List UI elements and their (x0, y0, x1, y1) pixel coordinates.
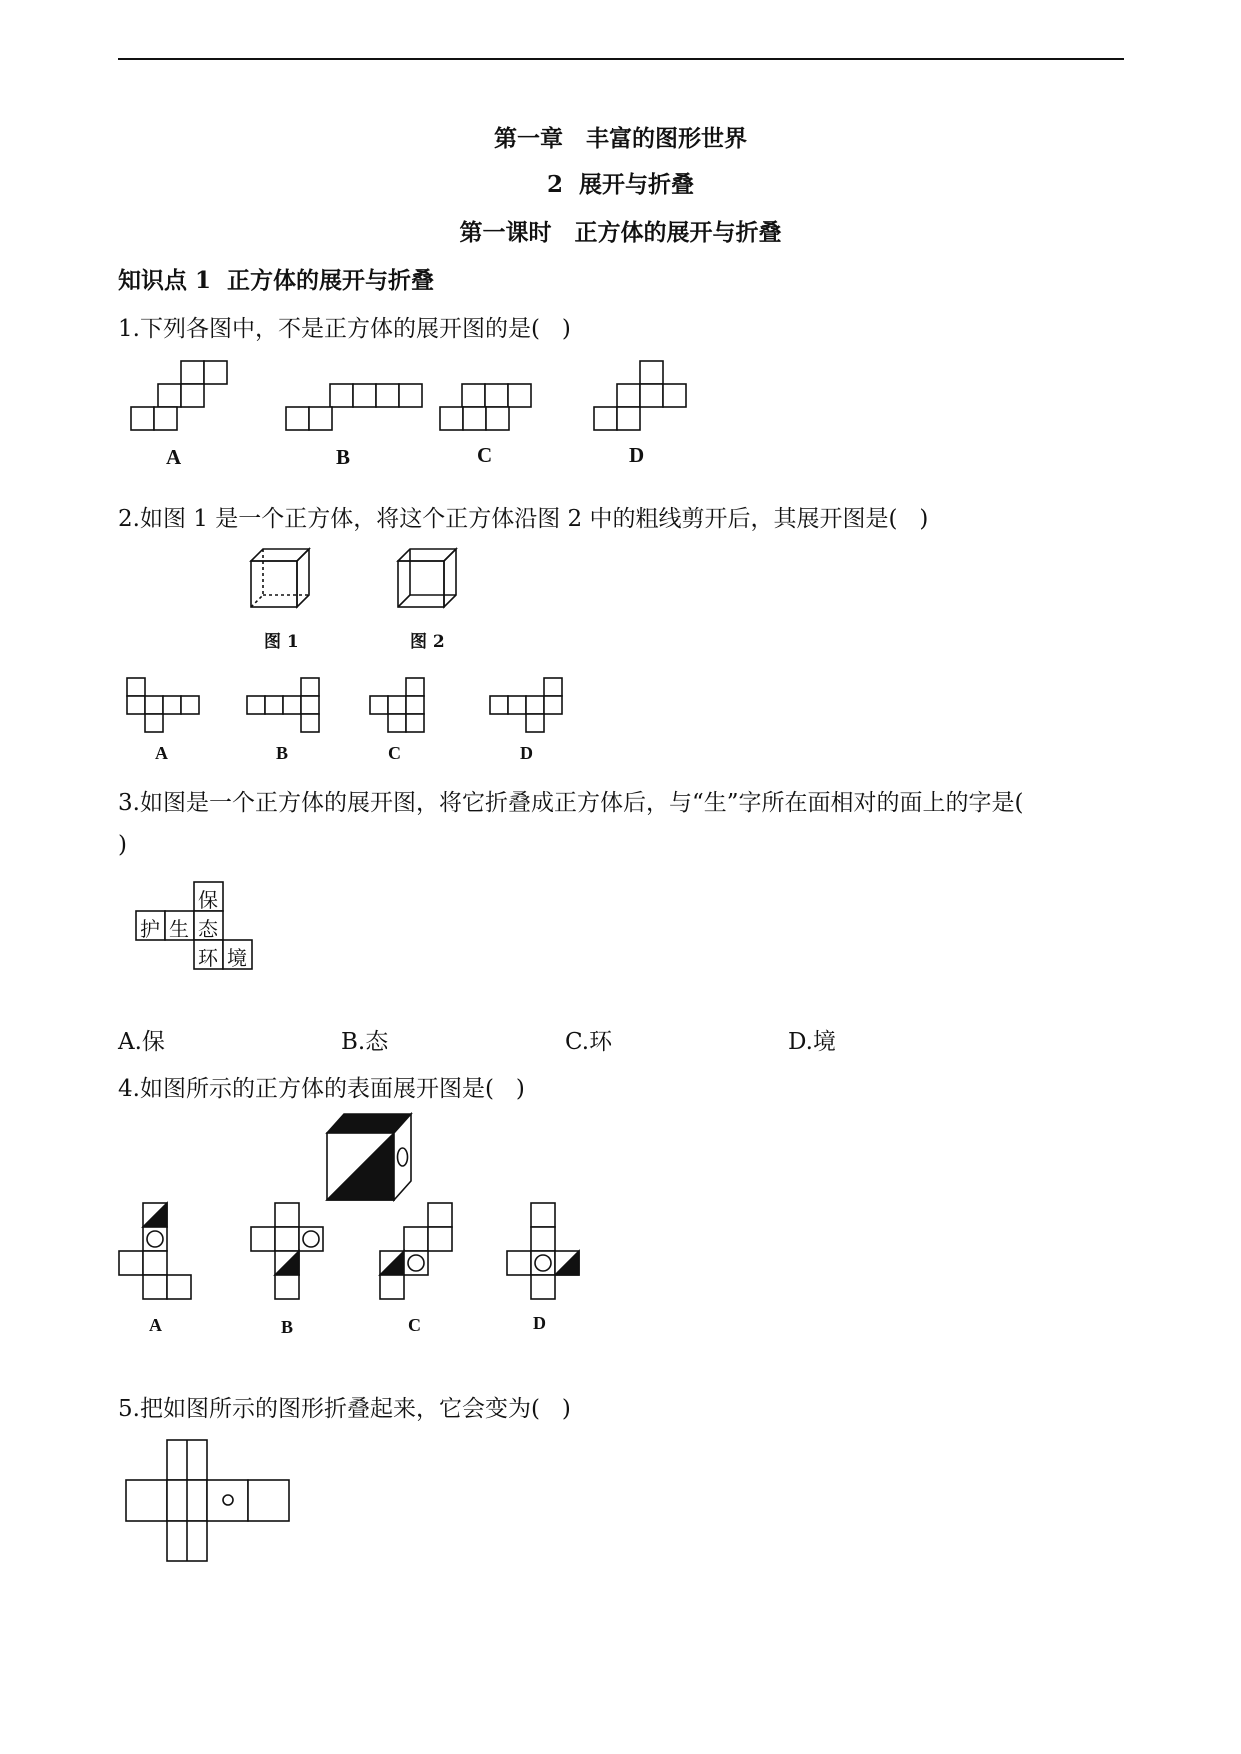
q2-fig2-caption: 图 2 (410, 632, 445, 652)
q3-option-a: A.保 (118, 1029, 165, 1055)
q2-label-d: D (520, 743, 533, 763)
chapter-title: 第一章 丰富的图形世界 (494, 125, 747, 152)
q3-cell-sheng: 生 (169, 917, 189, 941)
q4-label-c: C (408, 1315, 421, 1335)
q1-label-a: A (166, 445, 182, 469)
q4-label-d: D (533, 1313, 546, 1333)
q1-label-d: D (629, 443, 645, 467)
q3-cell-huan: 环 (198, 946, 218, 970)
q3-option-c: C.环 (565, 1029, 613, 1055)
q3-cell-jing: 境 (227, 946, 247, 970)
q2-fig1-caption: 图 1 (264, 632, 299, 652)
knowledge-point-heading: 知识点 1 正方体的展开与折叠 (118, 267, 435, 294)
lesson-title: 第一课时 正方体的展开与折叠 (459, 219, 782, 246)
question-2-text: 2.如图 1 是一个正方体，将这个正方体沿图 2 中的粗线剪开后，其展开图是( ) (118, 506, 929, 532)
question-3-text: 3.如图是一个正方体的展开图，将它折叠成正方体后，与“生”字所在面相对的面上的字是( (118, 790, 1024, 816)
q3-option-b: B.态 (341, 1029, 389, 1055)
q4-label-b: B (281, 1317, 294, 1337)
q3-cell-hu: 护 (140, 917, 160, 941)
q2-label-c: C (388, 743, 401, 763)
section-title: 2 展开与折叠 (546, 171, 695, 198)
question-3-text-cont: ) (118, 832, 127, 858)
question-4-text: 4.如图所示的正方体的表面展开图是( ) (118, 1076, 525, 1102)
q3-cell-tai: 态 (198, 917, 218, 941)
q3-option-d: D.境 (788, 1029, 836, 1055)
question-1-text: 1.下列各图中，不是正方体的展开图的是( ) (118, 316, 571, 342)
q4-label-a: A (149, 1315, 162, 1335)
question-5-text: 5.把如图所示的图形折叠起来，它会变为( ) (118, 1396, 571, 1422)
q1-label-c: C (477, 443, 493, 467)
q1-label-b: B (336, 445, 351, 469)
q2-label-b: B (276, 743, 289, 763)
q2-label-a: A (155, 743, 168, 763)
q3-cell-bao: 保 (198, 888, 218, 912)
